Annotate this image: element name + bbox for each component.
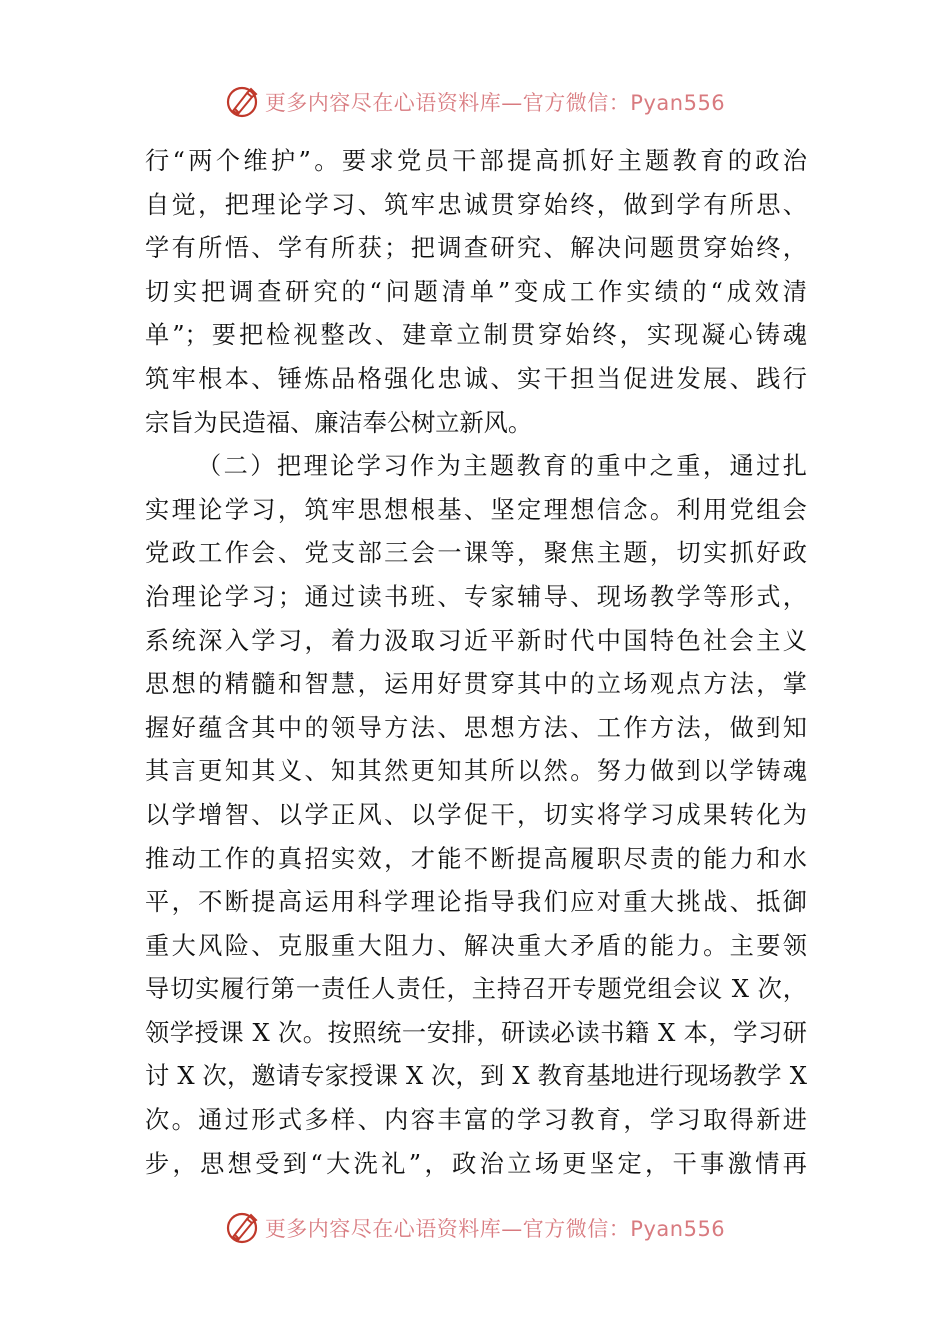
text-line: 实理论学习，筑牢思想根基、坚定理想信念。利用党组会 <box>145 495 807 524</box>
text-line: 自觉，把理论学习、筑牢忠诚贯穿始终，做到学有所思、 <box>145 190 807 219</box>
text-line: 筑牢根本、锤炼品格强化忠诚、实干担当促进发展、践行 <box>145 364 807 393</box>
text-line: 单”；要把检视整改、建章立制贯穿始终，实现凝心铸魂 <box>145 321 807 350</box>
text-line: 次。通过形式多样、内容丰富的学习教育，学习取得新进 <box>145 1106 807 1135</box>
text-line: 党政工作会、党支部三会一课等，聚焦主题，切实抓好政 <box>145 539 807 568</box>
text-line: 推动工作的真招实效，才能不断提高履职尽责的能力和水 <box>145 844 807 873</box>
text-line: 重大风险、克服重大阻力、解决重大矛盾的能力。主要领 <box>145 931 807 960</box>
text-line: 步，思想受到“大洗礼”，政治立场更坚定，干事激情再 <box>145 1149 807 1178</box>
text-line: 握好蕴含其中的领导方法、思想方法、工作方法，做到知 <box>145 713 807 742</box>
text-line: 宗旨为民造福、廉洁奉公树立新风。 <box>145 408 533 437</box>
document-body <box>145 140 807 1186</box>
text-line: 行“两个维护”。要求党员干部提高抓好主题教育的政治 <box>145 147 807 175</box>
text-line: 学有所悟、学有所获；把调查研究、解决问题贯穿始终， <box>145 234 807 263</box>
text-line: 平，不断提高运用科学理论指导我们应对重大挑战、抵御 <box>145 888 807 917</box>
text-line: 以学增智、以学正风、以学促干，切实将学习成果转化为 <box>145 800 807 829</box>
text-line: 领学授课 X 次。按照统一安排，研读必读书籍 X 本，学习研 <box>145 1018 807 1047</box>
watermark-text: 更多内容尽在心语资料库—官方微信：Pyan556 <box>264 91 726 115</box>
paragraph-2 <box>145 445 807 1186</box>
watermark-banner-top <box>0 82 950 122</box>
text-line: 讨 X 次，邀请专家授课 X 次，到 X 教育基地进行现场教学 X <box>145 1062 807 1091</box>
text-line: 思想的精髓和智慧，运用好贯穿其中的立场观点方法，掌 <box>145 670 807 699</box>
text-line: 导切实履行第一责任人责任，主持召开专题党组会议 X 次， <box>145 975 807 1004</box>
pen-nib-logo-icon <box>225 1210 261 1246</box>
text-line: 系统深入学习，着力汲取习近平新时代中国特色社会主义 <box>145 626 807 655</box>
text-line: 其言更知其义、知其然更知其所以然。努力做到以学铸魂 <box>145 757 807 786</box>
text-line: （二）把理论学习作为主题教育的重中之重，通过扎 <box>197 452 807 481</box>
paragraph-1 <box>145 140 807 445</box>
watermark-banner-bottom <box>0 1208 950 1248</box>
text-line: 切实把调查研究的“问题清单”变成工作实绩的“成效清 <box>145 277 807 306</box>
text-line: 治理论学习；通过读书班、专家辅导、现场教学等形式， <box>145 582 807 611</box>
watermark-text: 更多内容尽在心语资料库—官方微信：Pyan556 <box>264 1217 726 1241</box>
pen-nib-logo-icon <box>225 84 261 120</box>
